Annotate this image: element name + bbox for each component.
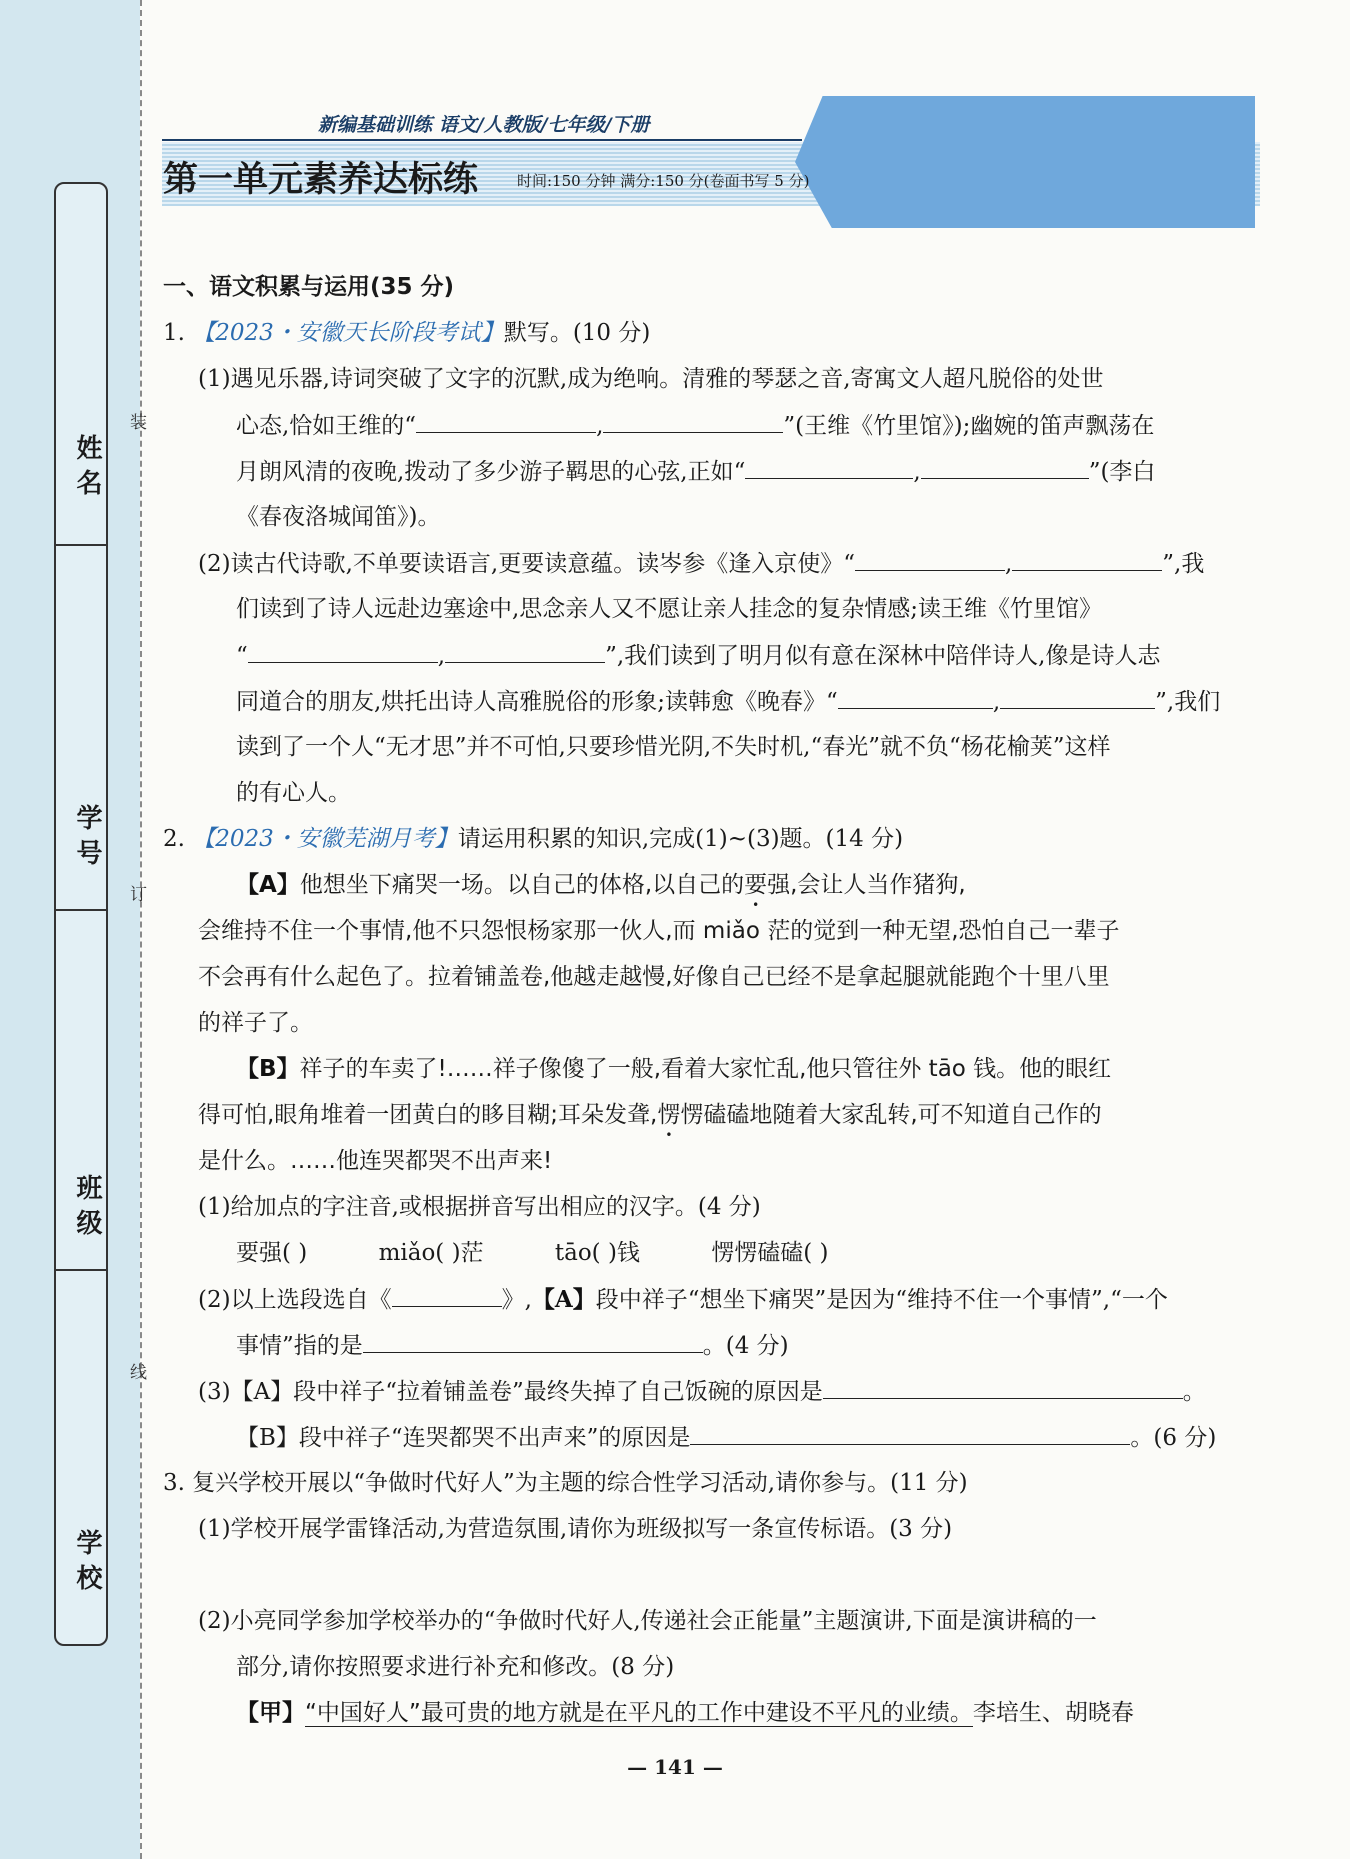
q1-p2-line: 的有心人。 (236, 780, 351, 806)
header-accent (795, 96, 1255, 228)
answer-blank[interactable] (921, 456, 1089, 479)
q1-p1-line: 《春夜洛城闻笛》)。 (236, 504, 441, 530)
divider (56, 909, 106, 911)
school-label: 学 校 (72, 1529, 102, 1591)
passage-a-line: 不会再有什么起色了。拉着铺盖卷,他越走越慢,好像自己已经不是拿起腿就能跑个十里八里 (198, 964, 1110, 990)
passage-b-line: 是什么。……他连哭都哭不出声来! (198, 1148, 553, 1174)
answer-blank[interactable]: tāo( )钱 (554, 1240, 640, 1266)
answer-blank[interactable] (248, 640, 438, 663)
q2-sub3-line: (3)【A】段中祥子“拉着铺盖卷”最终失掉了自己饭碗的原因是 。 (198, 1376, 1206, 1407)
series-title: 新编基础训练 语文/人教版/七年级/下册 (318, 114, 650, 136)
page-number: — 141 — (627, 1755, 723, 1779)
question-2-stem: 2. 【2023・安徽芜湖月考】请运用积累的知识,完成(1)~(3)题。(14 分) (163, 826, 904, 852)
q2-sub3-line: 【B】段中祥子“连哭都哭不出声来”的原因是 。(6 分) (236, 1422, 1216, 1453)
passage-b-line: 【B】祥子的车卖了!……祥子像傻了一般,看着大家忙乱,他只管往外 tāo 钱。他的眼红 (236, 1056, 1112, 1082)
header-rule (162, 139, 802, 141)
answer-blank[interactable] (823, 1376, 1183, 1399)
q1-p2-line: (2)读古代诗歌,不单要读语言,更要读意蕴。读岑参《逢入京使》“ , ”,我 (198, 548, 1204, 579)
answer-blank[interactable] (603, 410, 783, 433)
answer-blank[interactable] (1000, 686, 1155, 709)
q1-p1-line: 月朗风清的夜晚,拨动了多少游子羁思的心弦,正如“ , ”(李白 (236, 456, 1155, 487)
q3-sub1: (1)学校开展学雷锋活动,为营造氛围,请你为班级拟写一条宣传标语。(3 分) (198, 1516, 953, 1542)
q1-p2-line: 同道合的朋友,烘托出诗人高雅脱俗的形象;读韩愈《晚春》“ , ”,我们 (236, 686, 1220, 717)
question-3-stem: 3. 复兴学校开展以“争做时代好人”为主题的综合性学习活动,请你参与。(11 分) (163, 1470, 968, 1496)
question-1-stem: 1. 【2023・安徽天长阶段考试】默写。(10 分) (163, 320, 651, 346)
q2-sub1-items (236, 1238, 829, 1268)
student-id-label: 学 号 (72, 804, 102, 866)
answer-blank[interactable] (416, 410, 596, 433)
q2-sub2-line: 事情”指的是 。(4 分) (236, 1330, 789, 1361)
cut-mark-ding: 订 (130, 885, 147, 905)
answer-blank[interactable]: miǎo( )茫 (378, 1240, 484, 1266)
class-label: 班 级 (72, 1174, 102, 1236)
q1-p2-line: 们读到了诗人远赴边塞途中,思念亲人又不愿让亲人挂念的复杂情感;读王维《竹里馆》 (236, 596, 1103, 622)
answer-blank[interactable]: 要强( ) (236, 1240, 308, 1266)
passage-a-line: 的祥子了。 (198, 1010, 313, 1036)
section-title: 一、语文积累与运用(35 分) (163, 274, 455, 300)
source-tag: 【2023・安徽芜湖月考】 (192, 826, 458, 852)
divider (56, 544, 106, 546)
q2-sub2-line: (2)以上选段选自《 》,【A】段中祥子“想坐下痛哭”是因为“维持不住一个事情”,“一个 (198, 1286, 1168, 1313)
cut-mark-zhuang: 装 (130, 413, 147, 433)
answer-blank[interactable] (363, 1330, 703, 1353)
student-info-box (54, 182, 108, 1646)
cut-line (140, 0, 142, 1859)
q1-p1-line: 心态,恰如王维的“ , ”(王维《竹里馆》);幽婉的笛声飘荡在 (236, 410, 1154, 441)
exam-info: 时间:150 分钟 满分:150 分(卷面书写 5 分) (517, 172, 810, 190)
answer-blank[interactable] (392, 1284, 502, 1307)
q3-sub2-line: (2)小亮同学参加学校举办的“争做时代好人,传递社会正能量”主题演讲,下面是演讲稿的一 (198, 1608, 1097, 1634)
name-label: 姓 名 (72, 434, 102, 496)
passage-a-line: 会维持不住一个事情,他不只怨恨杨家那一伙人,而 miǎo 茫的觉到一种无望,恐怕自己一辈子 (198, 918, 1120, 944)
q1-p1-line: (1)遇见乐器,诗词突破了文字的沉默,成为绝响。清雅的琴瑟之音,寄寓文人超凡脱俗的处世 (198, 366, 1104, 392)
source-tag: 【2023・安徽天长阶段考试】 (192, 320, 504, 346)
answer-blank[interactable]: 愣愣磕磕( ) (711, 1240, 829, 1266)
passage-b-line: 得可怕,眼角堆着一团黄白的眵目糊;耳朵发聋,愣愣磕磕地随着大家乱转,可不知道自己作的 (198, 1102, 1102, 1128)
passage-jia-line: 【甲】“中国好人”最可贵的地方就是在平凡的工作中建设不平凡的业绩。李培生、胡晓春 (236, 1700, 1134, 1726)
answer-blank[interactable] (745, 456, 913, 479)
passage-a-line: 【A】他想坐下痛哭一场。以自己的体格,以自己的要强,会让人当作猪狗, (236, 872, 966, 898)
q2-sub1: (1)给加点的字注音,或根据拼音写出相应的汉字。(4 分) (198, 1194, 761, 1220)
answer-blank[interactable] (855, 548, 1005, 571)
answer-blank[interactable] (1012, 548, 1162, 571)
cut-mark-xian: 线 (130, 1363, 147, 1383)
answer-blank[interactable] (690, 1422, 1130, 1445)
divider (56, 1269, 106, 1271)
answer-blank[interactable] (445, 640, 605, 663)
answer-blank[interactable] (838, 686, 993, 709)
q3-sub2-line: 部分,请你按照要求进行补充和修改。(8 分) (236, 1654, 675, 1680)
unit-title: 第一单元素养达标练 (163, 160, 479, 200)
q1-p2-line: 读到了一个人“无才思”并不可怕,只要珍惜光阴,不失时机,“春光”就不负“杨花榆荚”这样 (236, 734, 1111, 760)
q1-p2-line: “ , ”,我们读到了明月似有意在深林中陪伴诗人,像是诗人志 (236, 640, 1160, 671)
